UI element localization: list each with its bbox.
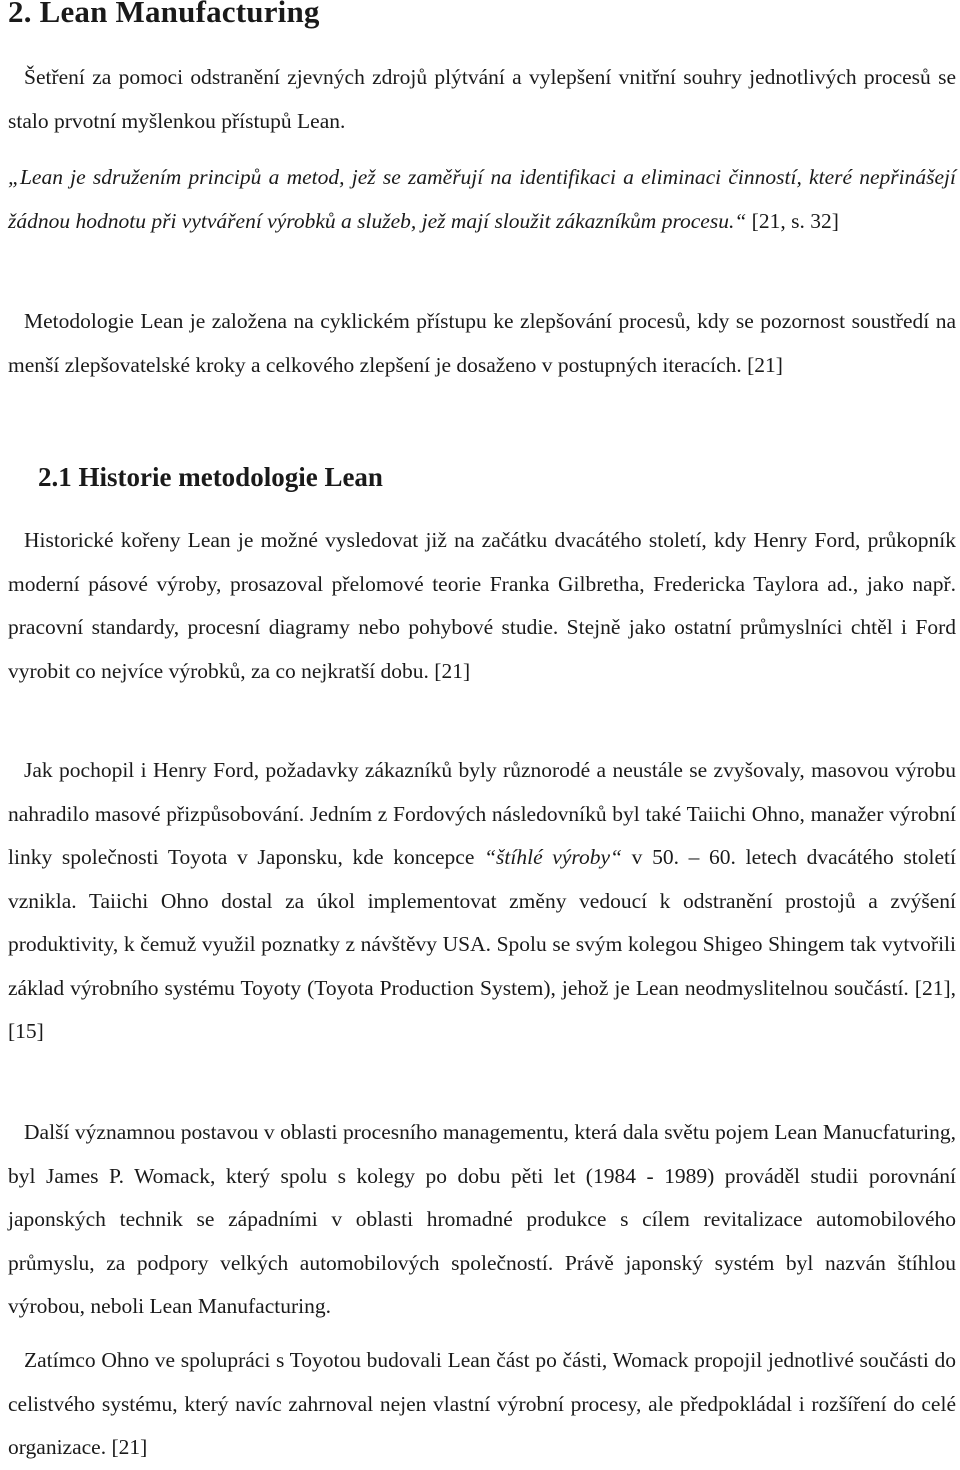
- lean-term: “štíhlé výroby“: [484, 845, 622, 869]
- history-paragraph-3: Další významnou postavou v oblasti procesního managementu, která dala světu pojem Lean Manucfaturing, byl James P. Womack, který spolu s kolegy po dobu pěti let (1984 - 1989) prováděl studii porovnání japonských technik se západními v oblasti hromadné produkce s cílem revitalizace automobilového průmyslu, za podpory velkých automobilových společností. Právě japonský systém byl nazván štíhlou výrobou, neboli Lean Manufacturing.: [8, 1120, 956, 1318]
- method-paragraph: Metodologie Lean je založena na cyklickém přístupu ke zlepšování procesů, kdy se pozornost soustředí na menší zlepšovatelské kroky a celkového zlepšení je dosaženo v postupných iteracích. [21]: [8, 309, 956, 377]
- subsection-heading: 2.1 Historie metodologie Lean: [38, 462, 383, 492]
- history-paragraph-2-end: v 50. – 60. letech dvacátého století vznikla. Taiichi Ohno dostal za úkol implementovat změny vedoucí k odstranění prostojů a zvýšení produktivity, k čemuž využil poznatky z návštěvy USA. Spolu se svým kolegou Shigeo Shingem tak vytvořili základ výrobního systému Toyoty (Toyota Production System), jehož je Lean neodmyslitelnou součástí. [21], [15]: [8, 845, 956, 1043]
- intro-paragraph: Šetření za pomoci odstranění zjevných zdrojů plýtvání a vylepšení vnitřní souhry jednotlivých procesů se stalo prvotní myšlenkou přístupů Lean.: [8, 65, 956, 133]
- history-paragraph-4: Zatímco Ohno ve spolupráci s Toyotou budovali Lean část po části, Womack propojil jednotlivé součásti do celistvého systému, který navíc zahrnoval nejen vlastní výrobní procesy, ale předpokládal i rozšíření do celé organizace. [21]: [8, 1348, 956, 1459]
- history-paragraph-2-start: Jak pochopil i Henry Ford, požadavky zákazníků byly různorodé a neustále se zvyšovaly, masovou výrobu nahradilo masové přizpůsobování. Jedním z Fordových následovníků byl také Taiichi Ohno, manažer výrobní linky společnosti Toyota v Japonsku, kde koncepce: [8, 758, 956, 869]
- history-paragraph-2: [8, 749, 956, 1054]
- quote-paragraph: [8, 156, 956, 243]
- section-heading: 2. Lean Manufacturing: [8, 0, 320, 29]
- quote-reference: [21, s. 32]: [746, 208, 839, 233]
- history-paragraph-1: Historické kořeny Lean je možné vysledovat již na začátku dvacátého století, kdy Henry Ford, průkopník moderní pásové výroby, prosazoval přelomové teorie Franka Gilbretha, Fredericka Taylora ad., jako např. pracovní standardy, procesní diagramy nebo pohybové studie. Stejně jako ostatní průmyslníci chtěl i Ford vyrobit co nejvíce výrobků, za co nejkratší dobu. [21]: [8, 528, 956, 683]
- quote-text: „Lean je sdružením principů a metod, jež se zaměřují na identifikaci a eliminaci činností, které nepřinášejí žádnou hodnotu při vytváření výrobků a služeb, jež mají sloužit zákazníkům procesu.“: [8, 165, 956, 233]
